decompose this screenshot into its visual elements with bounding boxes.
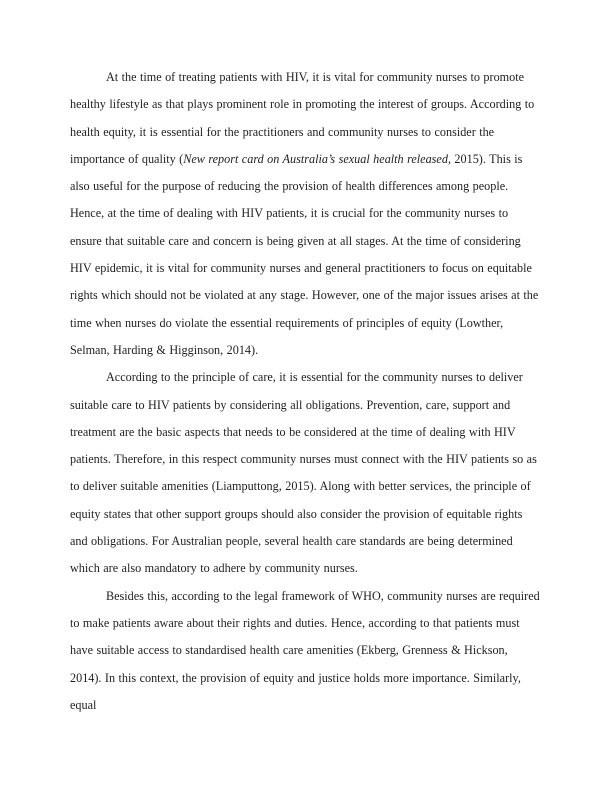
paragraph-text: , 2015). This is also useful for the purpose of reducing the provision of health differences among people. Hence, at the time of dealing with HIV patients, it is crucial for the community nurses to ensure that suitable care and concern is being given at all stages. At the time of considering HIV epidemic, it is vital for community nurses and general practitioners to focus on equitable rights which should not be violated at any stage. However, one of the major issues arises at the time when nurses do violate the essential requirements of principles of equity (Lowther, Selman, Harding & Higginson, 2014). <box>70 151 539 357</box>
paragraph-text: According to the principle of care, it is essential for the community nurses to deliver suitable care to HIV patients by considering all obligations. Prevention, care, support and treatment are the basic aspects that needs to be considered at the time of dealing with HIV patients. Therefore, in this respect community nurses must connect with the HIV patients so as to deliver suitable amenities (Liamputtong, 2015). Along with better services, the principle of equity states that other support groups should also consider the provision of equitable rights and obligations. For Australian people, several health care standards are being determined which are also mandatory to adhere by community nurses. <box>70 370 537 576</box>
paragraph <box>70 364 541 582</box>
citation-title-italic: New report card on Australia’s sexual health released <box>183 151 448 166</box>
document-body <box>70 64 541 719</box>
paragraph <box>70 64 541 364</box>
paragraph-text: At the time of treating patients with HIV, it is vital for community nurses to promote healthy lifestyle as that plays prominent role in promoting the interest of groups. According to health equity, it is essential for the practitioners and community nurses to consider the importance of quality ( <box>70 70 535 166</box>
paragraph-text: Besides this, according to the legal framework of WHO, community nurses are required to make patients aware about their rights and duties. Hence, according to that patients must have suitable access to standardised health care amenities (Ekberg, Grenness & Hickson, 2014). In this context, the provision of equity and justice holds more importance. Similarly, equal <box>70 588 540 712</box>
paragraph <box>70 583 541 719</box>
